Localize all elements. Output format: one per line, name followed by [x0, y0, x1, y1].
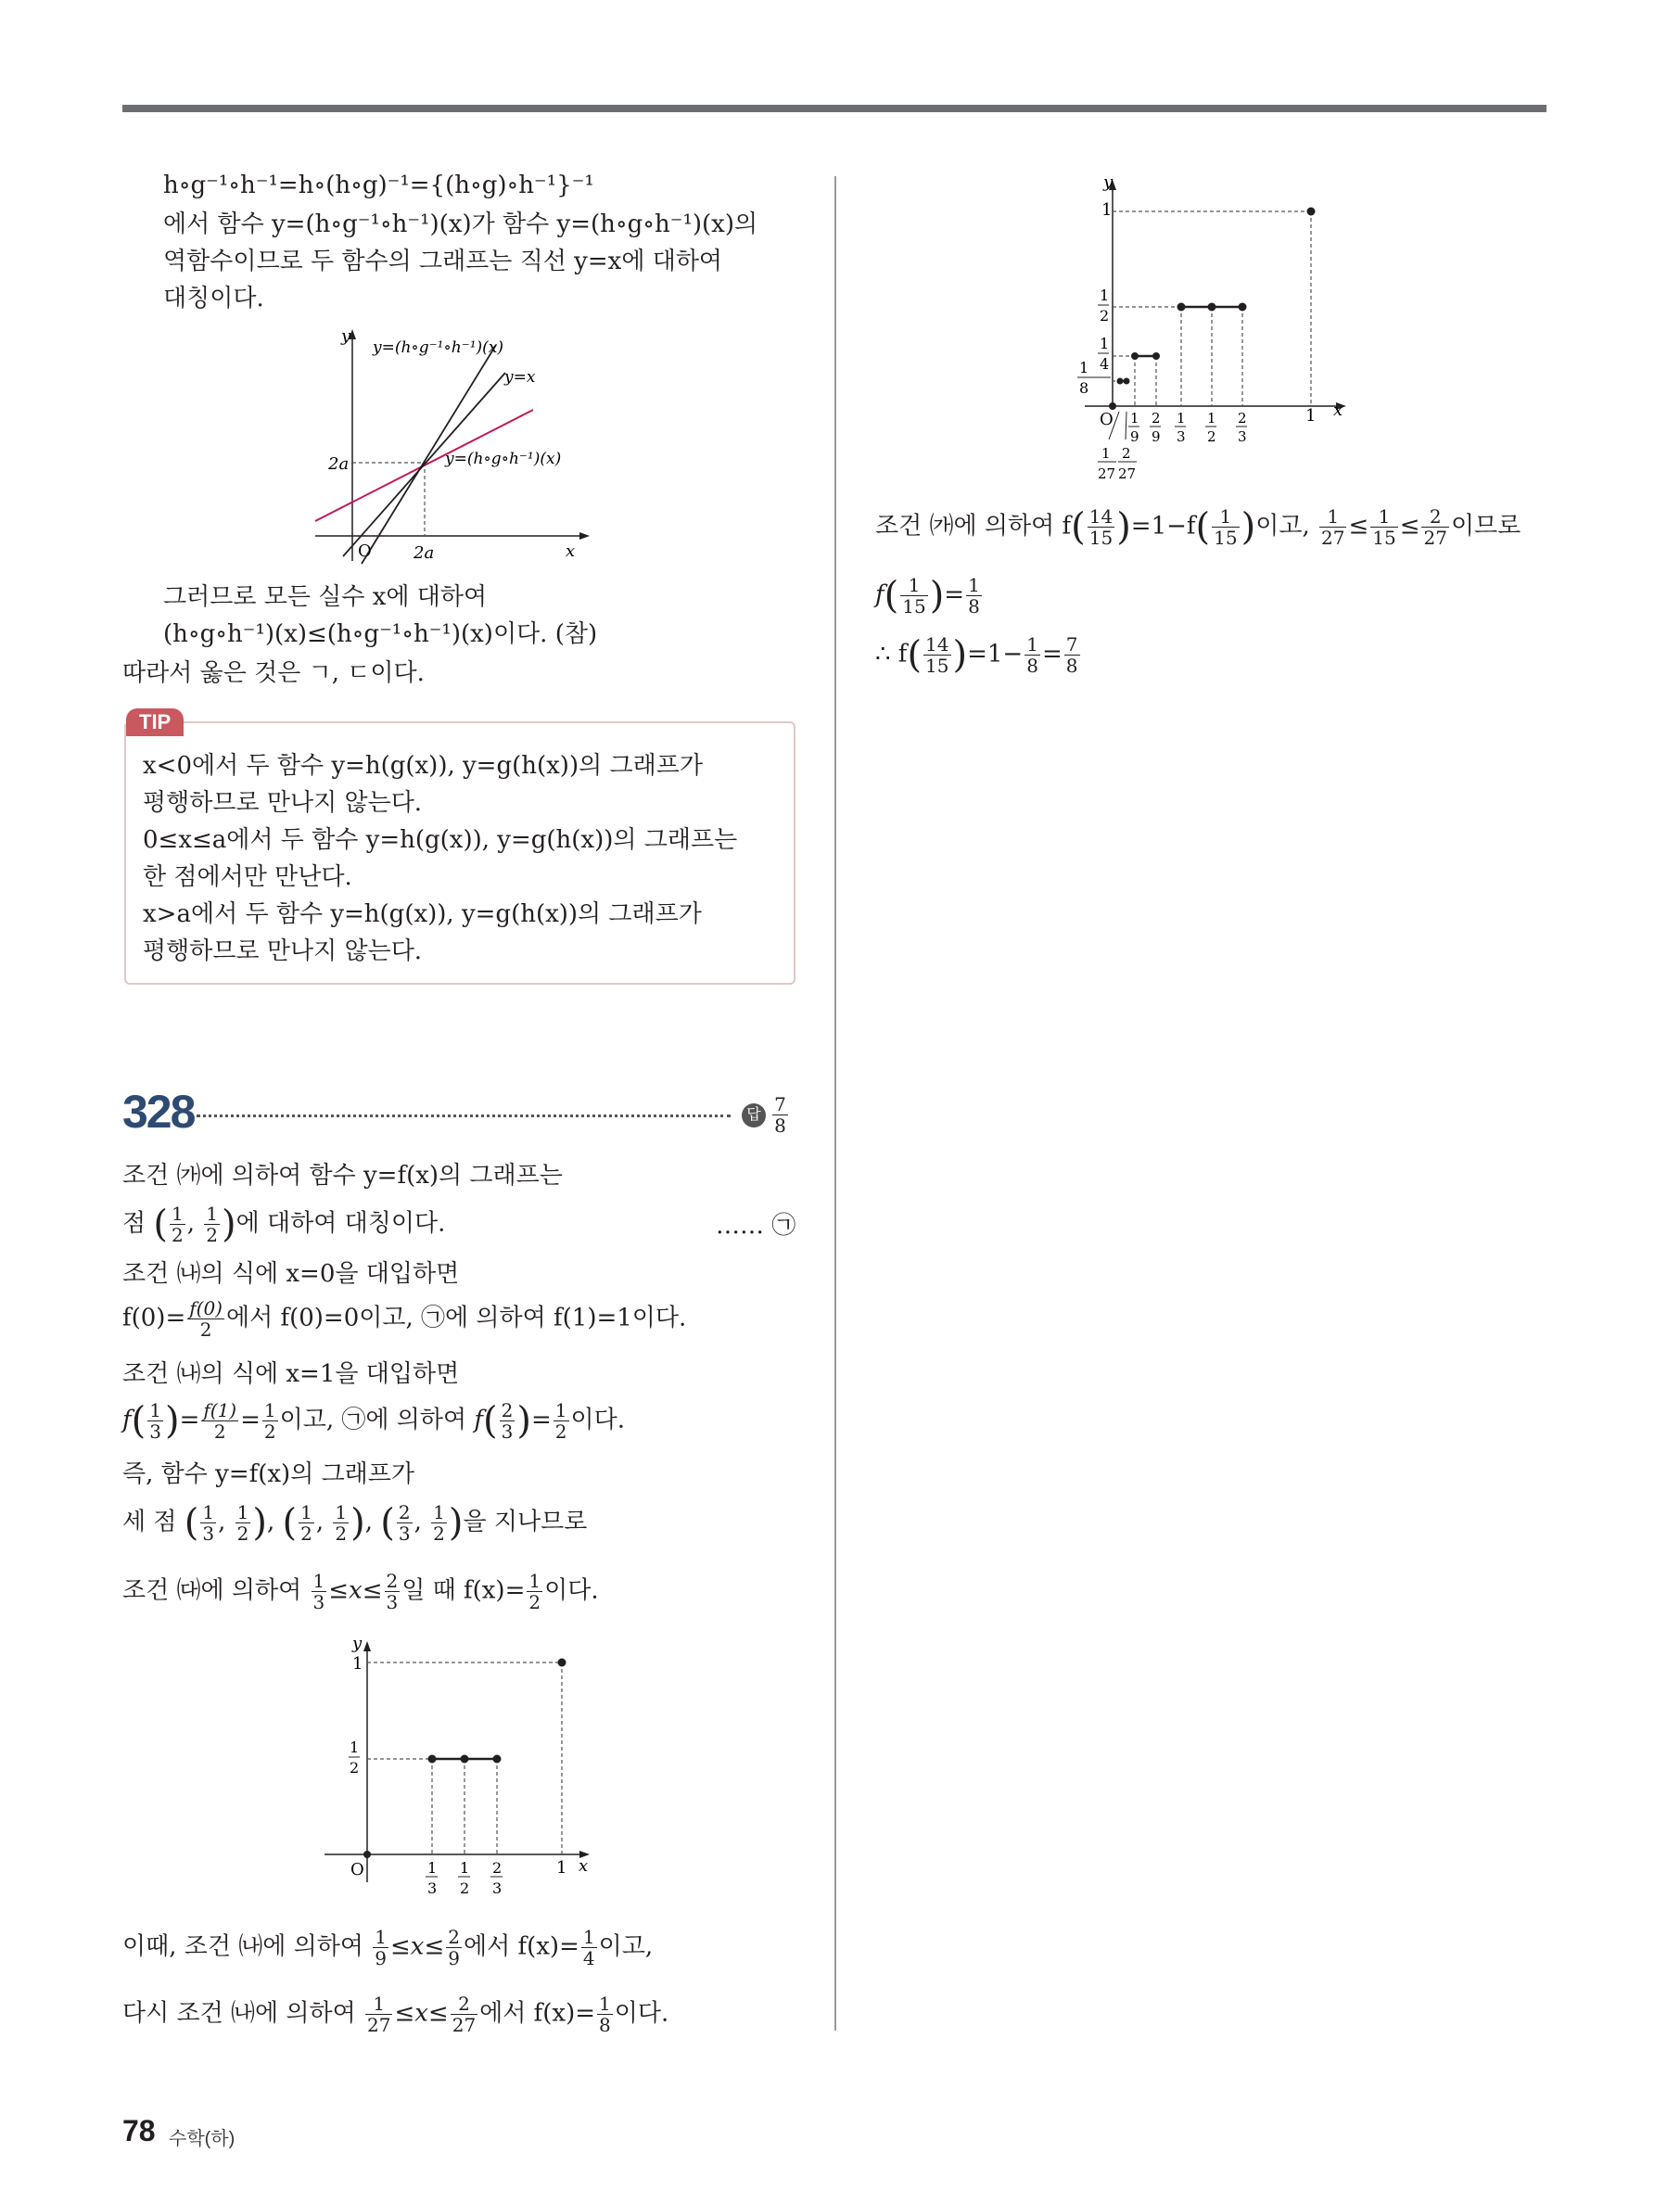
- answer-mark: 답: [742, 1103, 766, 1127]
- svg-text:1: 1: [1207, 410, 1216, 427]
- tip-line: x>a에서 두 함수 y=h(g(x)), y=g(h(x))의 그래프가: [143, 900, 702, 928]
- svg-text:2: 2: [1100, 307, 1110, 325]
- text-line: (h∘g∘h⁻¹)(x)≤(h∘g⁻¹∘h⁻¹)(x)이다. (참): [163, 620, 598, 648]
- reference-mark: …… ㉠: [716, 1212, 796, 1240]
- svg-text:4: 4: [1100, 355, 1110, 373]
- text-line: 역함수이므로 두 함수의 그래프는 직선 y=x에 대하여: [163, 248, 723, 275]
- tip-line: 0≤x≤a에서 두 함수 y=h(g(x)), y=g(h(x))의 그래프는: [143, 826, 738, 854]
- tip-line: x<0에서 두 함수 y=h(g(x)), y=g(h(x))의 그래프가: [143, 752, 703, 780]
- text-line: 대칭이다.: [163, 285, 264, 312]
- text-line: 즉, 함수 y=f(x)의 그래프가: [122, 1460, 415, 1488]
- text-line: 이때, 조건 ㈏에 의하여 $\frac{1}{9}$ ≤x≤ $\frac{2}{9}$ 에서 f(x)= $\frac{1}{4}$ 이고,: [122, 1926, 654, 1969]
- graph-label-func: y=(h∘g∘h⁻¹)(x): [445, 450, 562, 468]
- svg-text:9: 9: [1130, 428, 1139, 445]
- svg-text:O: O: [350, 1860, 364, 1879]
- svg-text:3: 3: [1238, 428, 1247, 445]
- tip-tag: TIP: [126, 708, 184, 736]
- svg-text:1: 1: [350, 1739, 360, 1756]
- tip-line: 평행하므로 만나지 않는다.: [143, 789, 423, 817]
- header-rule: [122, 105, 1546, 112]
- svg-text:3: 3: [427, 1879, 438, 1897]
- svg-text:3: 3: [1177, 428, 1186, 445]
- text-line: 그러므로 모든 실수 x에 대하여: [163, 583, 488, 611]
- text-line: h∘g⁻¹∘h⁻¹=h∘(h∘g)⁻¹={(h∘g)∘h⁻¹}⁻¹: [163, 172, 594, 199]
- text-line: f( $\frac{1}{15}$ )= $\frac{1}{8}$: [875, 574, 980, 618]
- text-line: 에서 함수 y=(h∘g⁻¹∘h⁻¹)(x)가 함수 y=(h∘g∘h⁻¹)(x)의: [163, 210, 758, 238]
- graph-label-y: y: [341, 326, 351, 346]
- svg-text:1: 1: [1101, 200, 1113, 220]
- svg-text:2: 2: [492, 1859, 503, 1877]
- step-graph-1: [315, 1632, 612, 1910]
- page-number: 78: [122, 2114, 156, 2147]
- graph-label-identity: y=x: [504, 368, 536, 387]
- graph-label-inverse: y=(h∘g⁻¹∘h⁻¹)(x): [373, 338, 503, 357]
- svg-text:1: 1: [1305, 406, 1317, 426]
- svg-text:1: 1: [427, 1859, 438, 1877]
- svg-text:1: 1: [1079, 359, 1089, 376]
- text-line: 세 점 ( $\frac{1}{3}$ , $\frac{1}{2}$ ), ( $\frac{1}{2}$ , $\frac{1}{2}$ ), ( $\frac{2}{3}$ , $\frac{1}{2}$ )을 지나므로: [122, 1501, 588, 1545]
- text-line: 조건 ㈏의 식에 x=0을 대입하면: [122, 1260, 460, 1288]
- text-line: f(0)= $\frac{f(0)}{2}$ 에서 f(0)=0이고, ㉠에 의하여 f(1)=1이다.: [122, 1297, 687, 1341]
- svg-text:2: 2: [1152, 410, 1161, 427]
- graph-label-x: x: [566, 541, 576, 561]
- svg-text:x: x: [1333, 401, 1343, 420]
- svg-text:2: 2: [1238, 410, 1247, 427]
- tip-line: 한 점에서만 만난다.: [143, 863, 352, 891]
- graph-label-2a-x: 2a: [414, 543, 435, 563]
- text-line: f( $\frac{1}{3}$ )= $\frac{f(1)}{2}$ = $\frac{1}{2}$ 이고, ㉠에 의하여 f( $\frac{2}{3}$ )= $\frac{1}{2}$ 이다.: [122, 1399, 626, 1443]
- text-line: 점 ( $\frac{1}{2}$ , $\frac{1}{2}$ )에 대하여 대칭이다.: [122, 1203, 446, 1246]
- text-line: 조건 ㈎에 의하여 함수 y=f(x)의 그래프는: [122, 1162, 563, 1190]
- svg-text:1: 1: [1130, 410, 1139, 427]
- answer-den: 8: [774, 1115, 786, 1137]
- svg-text:2: 2: [350, 1759, 360, 1777]
- problem-number: 328: [122, 1086, 195, 1138]
- svg-text:1: 1: [1100, 335, 1110, 352]
- svg-text:1: 1: [556, 1858, 567, 1878]
- answer: [742, 1094, 790, 1136]
- graph-label-origin: O: [358, 541, 372, 561]
- step-graph-2: [1075, 172, 1372, 488]
- svg-text:x: x: [579, 1856, 589, 1876]
- svg-text:3: 3: [492, 1879, 503, 1897]
- svg-text:O: O: [1100, 410, 1114, 429]
- svg-text:1: 1: [352, 1654, 363, 1674]
- svg-text:2: 2: [460, 1879, 470, 1897]
- svg-text:27: 27: [1118, 465, 1137, 482]
- svg-text:y: y: [1103, 172, 1114, 192]
- text-line: ∴ f( $\frac{14}{15}$ )=1− $\frac{1}{8}$ = $\frac{7}{8}$: [875, 633, 1078, 677]
- svg-text:1: 1: [1177, 410, 1186, 427]
- svg-text:8: 8: [1079, 379, 1089, 397]
- graph-label-2a-y: 2a: [328, 454, 350, 474]
- svg-text:1: 1: [1100, 287, 1110, 304]
- svg-text:y: y: [352, 1634, 363, 1653]
- text-line: 다시 조건 ㈏에 의하여 $\frac{1}{27}$ ≤x≤ $\frac{2}{27}$ 에서 f(x)= $\frac{1}{8}$ 이다.: [122, 1993, 669, 2036]
- svg-text:9: 9: [1152, 428, 1161, 445]
- column-divider: [834, 176, 836, 2031]
- svg-text:2: 2: [1122, 445, 1131, 462]
- text-line: 따라서 옳은 것은 ㄱ, ㄷ이다.: [122, 659, 425, 687]
- text-line: 조건 ㈐에 의하여 $\frac{1}{3}$ ≤x≤ $\frac{2}{3}$ 일 때 f(x)= $\frac{1}{2}$ 이다.: [122, 1570, 599, 1613]
- text-line: 조건 ㈎에 의하여 f( $\frac{14}{15}$ )=1−f( $\frac{1}{15}$ )이고, $\frac{1}{27}$ ≤ $\frac{1}{15}$ ≤ $\frac{2}{27}$ 이므로: [875, 505, 1521, 549]
- svg-text:1: 1: [1101, 445, 1111, 462]
- dotted-leader: [197, 1115, 731, 1117]
- svg-text:1: 1: [460, 1859, 470, 1877]
- inverse-function-graph: [306, 325, 612, 575]
- text-line: 조건 ㈏의 식에 x=1을 대입하면: [122, 1360, 460, 1388]
- book-title: 수학(하): [169, 2129, 235, 2149]
- svg-text:27: 27: [1098, 465, 1116, 482]
- svg-text:2: 2: [1207, 428, 1216, 445]
- tip-line: 평행하므로 만나지 않는다.: [143, 937, 423, 965]
- answer-num: 7: [774, 1093, 786, 1115]
